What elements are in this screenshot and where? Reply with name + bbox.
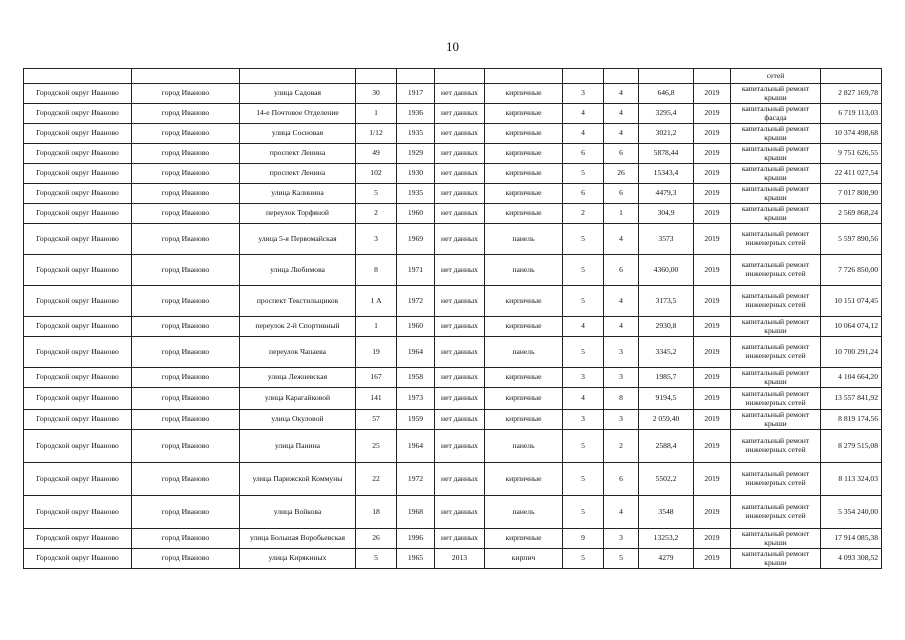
table-row [24, 463, 882, 496]
area-cell: 2930,8 [639, 317, 694, 337]
house-number-cell: 1/12 [356, 124, 397, 144]
work-type-cell: капитальный ремонт инженерных сетей [731, 430, 821, 463]
housing-repair-table [23, 68, 882, 569]
cost-cell: 10 700 291,24 [821, 337, 882, 368]
cost-cell: 5 597 890,56 [821, 224, 882, 255]
table-row [24, 410, 882, 430]
plan-year-cell: 2019 [694, 529, 731, 549]
cost-cell: 8 113 324,03 [821, 463, 882, 496]
plan-year-cell: 2019 [694, 463, 731, 496]
settlement-cell: город Иваново [132, 430, 240, 463]
street-cell: переулок Торфяной [240, 204, 356, 224]
floors-cell: 3 [563, 84, 604, 104]
cost-cell: 8 279 515,08 [821, 430, 882, 463]
area-cell: 2588,4 [639, 430, 694, 463]
street-cell: улица 5-я Первомайская [240, 224, 356, 255]
area-cell: 13253,2 [639, 529, 694, 549]
page-number: 10 [446, 39, 459, 54]
municipality-cell: Городской округ Иваново [24, 255, 132, 286]
cost-cell: 9 751 626,55 [821, 144, 882, 164]
build-year-cell: 1935 [397, 184, 435, 204]
entrances-cell: 4 [604, 104, 639, 124]
municipality-cell: Городской округ Иваново [24, 204, 132, 224]
house-number-cell: 141 [356, 388, 397, 410]
wall-material-cell: панель [485, 430, 563, 463]
street-cell: улица Панина [240, 430, 356, 463]
last-repair-year-cell: нет данных [435, 286, 485, 317]
plan-year-cell: 2019 [694, 204, 731, 224]
floors-cell: 5 [563, 337, 604, 368]
last-repair-year-cell: нет данных [435, 124, 485, 144]
street-cell: переулок 2-й Спортивный [240, 317, 356, 337]
entrances-cell: 3 [604, 410, 639, 430]
cost-cell: 6 719 113,03 [821, 104, 882, 124]
settlement-cell: город Иваново [132, 184, 240, 204]
house-number-cell: 3 [356, 224, 397, 255]
build-year-cell: 1960 [397, 204, 435, 224]
work-type-cell: капитальный ремонт инженерных сетей [731, 255, 821, 286]
entrances-cell: 6 [604, 463, 639, 496]
street-cell: улица Кирякиных [240, 549, 356, 569]
municipality-cell: Городской округ Иваново [24, 496, 132, 529]
last-repair-year-cell: нет данных [435, 184, 485, 204]
cost-cell: 10 064 074,12 [821, 317, 882, 337]
area-cell: 3345,2 [639, 337, 694, 368]
street-cell: улица Окуловой [240, 410, 356, 430]
build-year-cell: 1996 [397, 529, 435, 549]
table-row [24, 496, 882, 529]
last-repair-year-cell [435, 69, 485, 84]
house-number-cell: 30 [356, 84, 397, 104]
cost-cell: 7 726 850,00 [821, 255, 882, 286]
municipality-cell [24, 69, 132, 84]
area-cell: 2 059,40 [639, 410, 694, 430]
wall-material-cell: кирпичные [485, 144, 563, 164]
cost-cell: 22 411 027,54 [821, 164, 882, 184]
municipality-cell: Городской округ Иваново [24, 286, 132, 317]
plan-year-cell: 2019 [694, 184, 731, 204]
wall-material-cell [485, 69, 563, 84]
floors-cell: 3 [563, 410, 604, 430]
street-cell: проспект Ленина [240, 164, 356, 184]
work-type-cell: капитальный ремонт крыши [731, 144, 821, 164]
wall-material-cell: кирпичные [485, 104, 563, 124]
table-row [24, 368, 882, 388]
plan-year-cell: 2019 [694, 410, 731, 430]
cost-cell: 10 151 074,45 [821, 286, 882, 317]
house-number-cell: 18 [356, 496, 397, 529]
entrances-cell: 1 [604, 204, 639, 224]
plan-year-cell: 2019 [694, 144, 731, 164]
street-cell: 14-е Почтовое Отделение [240, 104, 356, 124]
wall-material-cell: кирпичные [485, 164, 563, 184]
municipality-cell: Городской округ Иваново [24, 317, 132, 337]
wall-material-cell: панель [485, 255, 563, 286]
last-repair-year-cell: нет данных [435, 317, 485, 337]
entrances-cell: 3 [604, 368, 639, 388]
work-type-cell: капитальный ремонт крыши [731, 164, 821, 184]
last-repair-year-cell: нет данных [435, 204, 485, 224]
house-number-cell [356, 69, 397, 84]
work-type-cell: капитальный ремонт инженерных сетей [731, 388, 821, 410]
work-type-cell: капитальный ремонт крыши [731, 204, 821, 224]
cost-cell: 13 557 841,92 [821, 388, 882, 410]
work-type-cell: капитальный ремонт крыши [731, 317, 821, 337]
settlement-cell: город Иваново [132, 549, 240, 569]
settlement-cell: город Иваново [132, 317, 240, 337]
street-cell: улица Парижской Коммуны [240, 463, 356, 496]
work-type-cell: сетей [731, 69, 821, 84]
table-row [24, 430, 882, 463]
entrances-cell: 4 [604, 124, 639, 144]
plan-year-cell: 2019 [694, 124, 731, 144]
house-number-cell: 49 [356, 144, 397, 164]
house-number-cell: 57 [356, 410, 397, 430]
plan-year-cell: 2019 [694, 224, 731, 255]
cost-cell: 4 104 664,20 [821, 368, 882, 388]
table-row [24, 184, 882, 204]
street-cell: переулок Чапаева [240, 337, 356, 368]
floors-cell: 5 [563, 496, 604, 529]
last-repair-year-cell: нет данных [435, 368, 485, 388]
area-cell: 3573 [639, 224, 694, 255]
entrances-cell: 4 [604, 84, 639, 104]
plan-year-cell: 2019 [694, 430, 731, 463]
entrances-cell: 4 [604, 286, 639, 317]
build-year-cell: 1972 [397, 286, 435, 317]
build-year-cell: 1968 [397, 496, 435, 529]
floors-cell: 5 [563, 463, 604, 496]
floors-cell: 9 [563, 529, 604, 549]
street-cell: проспект Ленина [240, 144, 356, 164]
floors-cell: 4 [563, 317, 604, 337]
settlement-cell: город Иваново [132, 144, 240, 164]
floors-cell: 5 [563, 164, 604, 184]
entrances-cell: 6 [604, 184, 639, 204]
municipality-cell: Городской округ Иваново [24, 549, 132, 569]
settlement-cell: город Иваново [132, 410, 240, 430]
last-repair-year-cell: нет данных [435, 410, 485, 430]
settlement-cell: город Иваново [132, 388, 240, 410]
work-type-cell: капитальный ремонт инженерных сетей [731, 286, 821, 317]
work-type-cell: капитальный ремонт инженерных сетей [731, 337, 821, 368]
entrances-cell: 4 [604, 496, 639, 529]
house-number-cell: 1 А [356, 286, 397, 317]
floors-cell: 6 [563, 184, 604, 204]
area-cell: 3173,5 [639, 286, 694, 317]
municipality-cell: Городской округ Иваново [24, 529, 132, 549]
entrances-cell: 4 [604, 224, 639, 255]
house-number-cell: 102 [356, 164, 397, 184]
plan-year-cell: 2019 [694, 286, 731, 317]
street-cell: улица Большая Воробьевская [240, 529, 356, 549]
entrances-cell: 26 [604, 164, 639, 184]
table-row [24, 144, 882, 164]
municipality-cell: Городской округ Иваново [24, 184, 132, 204]
table-row [24, 204, 882, 224]
street-cell: улица Калинина [240, 184, 356, 204]
work-type-cell: капитальный ремонт фасада [731, 104, 821, 124]
last-repair-year-cell: нет данных [435, 164, 485, 184]
last-repair-year-cell: нет данных [435, 84, 485, 104]
wall-material-cell: кирпич [485, 549, 563, 569]
cost-cell: 2 827 169,78 [821, 84, 882, 104]
floors-cell: 5 [563, 255, 604, 286]
table-row [24, 549, 882, 569]
wall-material-cell: панель [485, 337, 563, 368]
cost-cell: 7 017 808,90 [821, 184, 882, 204]
last-repair-year-cell: нет данных [435, 496, 485, 529]
settlement-cell: город Иваново [132, 337, 240, 368]
municipality-cell: Городской округ Иваново [24, 84, 132, 104]
work-type-cell: капитальный ремонт крыши [731, 124, 821, 144]
table-row [24, 337, 882, 368]
floors-cell: 5 [563, 286, 604, 317]
plan-year-cell: 2019 [694, 496, 731, 529]
build-year-cell: 1973 [397, 388, 435, 410]
house-number-cell: 1 [356, 104, 397, 124]
table-row [24, 388, 882, 410]
work-type-cell: капитальный ремонт крыши [731, 529, 821, 549]
cost-cell: 2 569 868,24 [821, 204, 882, 224]
build-year-cell: 1964 [397, 337, 435, 368]
cost-cell: 10 374 498,68 [821, 124, 882, 144]
entrances-cell: 3 [604, 529, 639, 549]
municipality-cell: Городской округ Иваново [24, 463, 132, 496]
area-cell: 4479,3 [639, 184, 694, 204]
build-year-cell: 1930 [397, 164, 435, 184]
plan-year-cell: 2019 [694, 368, 731, 388]
wall-material-cell: панель [485, 224, 563, 255]
table-row [24, 255, 882, 286]
entrances-cell: 6 [604, 144, 639, 164]
municipality-cell: Городской округ Иваново [24, 337, 132, 368]
settlement-cell: город Иваново [132, 204, 240, 224]
build-year-cell: 1959 [397, 410, 435, 430]
house-number-cell: 5 [356, 549, 397, 569]
work-type-cell: капитальный ремонт крыши [731, 410, 821, 430]
build-year-cell: 1965 [397, 549, 435, 569]
floors-cell: 2 [563, 204, 604, 224]
last-repair-year-cell: нет данных [435, 224, 485, 255]
work-type-cell: капитальный ремонт инженерных сетей [731, 463, 821, 496]
area-cell: 15343,4 [639, 164, 694, 184]
settlement-cell: город Иваново [132, 164, 240, 184]
wall-material-cell: кирпичные [485, 368, 563, 388]
settlement-cell: город Иваново [132, 496, 240, 529]
work-type-cell: капитальный ремонт крыши [731, 84, 821, 104]
settlement-cell: город Иваново [132, 224, 240, 255]
area-cell: 3295,4 [639, 104, 694, 124]
floors-cell: 4 [563, 104, 604, 124]
municipality-cell: Городской округ Иваново [24, 144, 132, 164]
floors-cell [563, 69, 604, 84]
area-cell: 1985,7 [639, 368, 694, 388]
area-cell: 4279 [639, 549, 694, 569]
settlement-cell: город Иваново [132, 255, 240, 286]
plan-year-cell: 2019 [694, 388, 731, 410]
entrances-cell: 4 [604, 317, 639, 337]
floors-cell: 6 [563, 144, 604, 164]
street-cell: улица Любимова [240, 255, 356, 286]
last-repair-year-cell: нет данных [435, 463, 485, 496]
plan-year-cell: 2019 [694, 317, 731, 337]
last-repair-year-cell: нет данных [435, 144, 485, 164]
floors-cell: 3 [563, 368, 604, 388]
municipality-cell: Городской округ Иваново [24, 368, 132, 388]
wall-material-cell: кирпичные [485, 388, 563, 410]
floors-cell: 5 [563, 549, 604, 569]
area-cell: 304,9 [639, 204, 694, 224]
table-row [24, 224, 882, 255]
build-year-cell: 1929 [397, 144, 435, 164]
work-type-cell: капитальный ремонт крыши [731, 184, 821, 204]
municipality-cell: Городской округ Иваново [24, 388, 132, 410]
work-type-cell: капитальный ремонт крыши [731, 368, 821, 388]
wall-material-cell: кирпичные [485, 410, 563, 430]
wall-material-cell: панель [485, 496, 563, 529]
wall-material-cell: кирпичные [485, 286, 563, 317]
area-cell: 5878,44 [639, 144, 694, 164]
house-number-cell: 5 [356, 184, 397, 204]
entrances-cell: 8 [604, 388, 639, 410]
area-cell: 3548 [639, 496, 694, 529]
plan-year-cell: 2019 [694, 337, 731, 368]
table-row [24, 529, 882, 549]
last-repair-year-cell: нет данных [435, 388, 485, 410]
wall-material-cell: кирпичные [485, 204, 563, 224]
plan-year-cell: 2019 [694, 84, 731, 104]
street-cell: улица Войкова [240, 496, 356, 529]
municipality-cell: Городской округ Иваново [24, 164, 132, 184]
last-repair-year-cell: нет данных [435, 430, 485, 463]
entrances-cell: 3 [604, 337, 639, 368]
cost-cell: 4 093 308,52 [821, 549, 882, 569]
settlement-cell: город Иваново [132, 104, 240, 124]
build-year-cell [397, 69, 435, 84]
floors-cell: 5 [563, 224, 604, 255]
settlement-cell: город Иваново [132, 463, 240, 496]
last-repair-year-cell: нет данных [435, 104, 485, 124]
house-number-cell: 167 [356, 368, 397, 388]
area-cell: 5502,2 [639, 463, 694, 496]
plan-year-cell: 2019 [694, 164, 731, 184]
plan-year-cell [694, 69, 731, 84]
table-row [24, 124, 882, 144]
municipality-cell: Городской округ Иваново [24, 104, 132, 124]
settlement-cell: город Иваново [132, 368, 240, 388]
area-cell: 4360,00 [639, 255, 694, 286]
entrances-cell: 2 [604, 430, 639, 463]
entrances-cell: 6 [604, 255, 639, 286]
build-year-cell: 1936 [397, 104, 435, 124]
plan-year-cell: 2019 [694, 255, 731, 286]
settlement-cell: город Иваново [132, 124, 240, 144]
cost-cell: 5 354 240,00 [821, 496, 882, 529]
build-year-cell: 1972 [397, 463, 435, 496]
entrances-cell: 5 [604, 549, 639, 569]
street-cell: улица Лежневская [240, 368, 356, 388]
house-number-cell: 22 [356, 463, 397, 496]
municipality-cell: Городской округ Иваново [24, 224, 132, 255]
plan-year-cell: 2019 [694, 549, 731, 569]
wall-material-cell: кирпичные [485, 529, 563, 549]
work-type-cell: капитальный ремонт инженерных сетей [731, 224, 821, 255]
build-year-cell: 1964 [397, 430, 435, 463]
municipality-cell: Городской округ Иваново [24, 124, 132, 144]
build-year-cell: 1958 [397, 368, 435, 388]
build-year-cell: 1969 [397, 224, 435, 255]
work-type-cell: капитальный ремонт инженерных сетей [731, 496, 821, 529]
build-year-cell: 1917 [397, 84, 435, 104]
street-cell: улица Садовая [240, 84, 356, 104]
settlement-cell: город Иваново [132, 286, 240, 317]
table-row [24, 164, 882, 184]
street-cell: улица Сосновая [240, 124, 356, 144]
house-number-cell: 26 [356, 529, 397, 549]
wall-material-cell: кирпичные [485, 317, 563, 337]
wall-material-cell: кирпичные [485, 124, 563, 144]
wall-material-cell: кирпичные [485, 463, 563, 496]
last-repair-year-cell: нет данных [435, 255, 485, 286]
house-number-cell: 19 [356, 337, 397, 368]
street-cell [240, 69, 356, 84]
floors-cell: 4 [563, 388, 604, 410]
cost-cell: 8 819 174,56 [821, 410, 882, 430]
house-number-cell: 1 [356, 317, 397, 337]
settlement-cell: город Иваново [132, 529, 240, 549]
build-year-cell: 1960 [397, 317, 435, 337]
build-year-cell: 1971 [397, 255, 435, 286]
plan-year-cell: 2019 [694, 104, 731, 124]
table-row [24, 286, 882, 317]
municipality-cell: Городской округ Иваново [24, 430, 132, 463]
floors-cell: 5 [563, 430, 604, 463]
municipality-cell: Городской округ Иваново [24, 410, 132, 430]
table-row [24, 104, 882, 124]
settlement-cell: город Иваново [132, 84, 240, 104]
last-repair-year-cell: нет данных [435, 337, 485, 368]
area-cell: 9194,5 [639, 388, 694, 410]
build-year-cell: 1935 [397, 124, 435, 144]
last-repair-year-cell: 2013 [435, 549, 485, 569]
table-row [24, 84, 882, 104]
settlement-cell [132, 69, 240, 84]
entrances-cell [604, 69, 639, 84]
work-type-cell: капитальный ремонт крыши [731, 549, 821, 569]
street-cell: проспект Текстильщиков [240, 286, 356, 317]
floors-cell: 4 [563, 124, 604, 144]
wall-material-cell: кирпичные [485, 184, 563, 204]
cost-cell [821, 69, 882, 84]
wall-material-cell: кирпичные [485, 84, 563, 104]
area-cell: 646,8 [639, 84, 694, 104]
house-number-cell: 25 [356, 430, 397, 463]
house-number-cell: 2 [356, 204, 397, 224]
house-number-cell: 8 [356, 255, 397, 286]
table-row-continuation [24, 69, 882, 84]
area-cell: 3021,2 [639, 124, 694, 144]
last-repair-year-cell: нет данных [435, 529, 485, 549]
street-cell: улица Карагайковой [240, 388, 356, 410]
area-cell [639, 69, 694, 84]
table-row [24, 317, 882, 337]
cost-cell: 17 914 085,38 [821, 529, 882, 549]
